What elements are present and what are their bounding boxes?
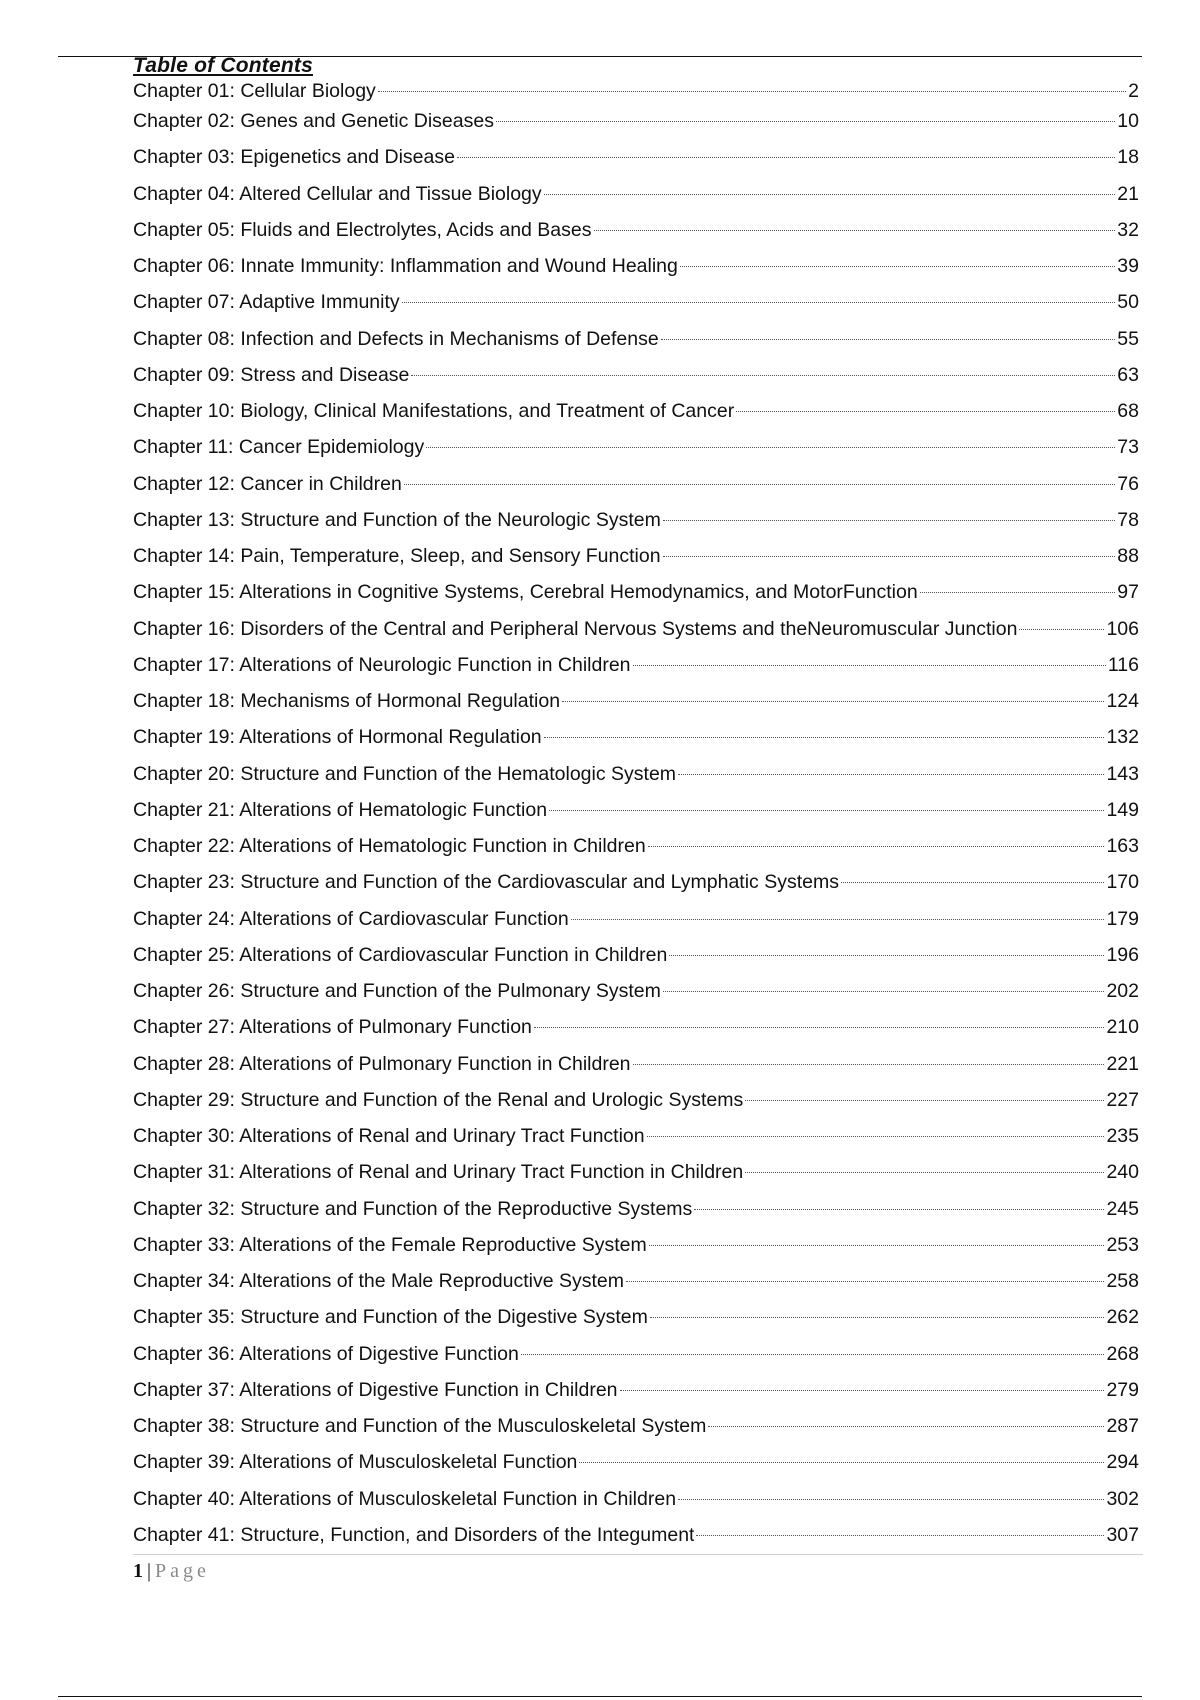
toc-entry[interactable] (133, 1191, 1139, 1227)
toc-entry[interactable] (133, 357, 1139, 393)
dot-leader (620, 1390, 1105, 1391)
toc-entry-label: Chapter 20: Structure and Function of the Hematologic System (133, 762, 677, 785)
toc-entry-label: Chapter 02: Genes and Genetic Diseases (133, 110, 494, 132)
toc-entry[interactable] (133, 248, 1139, 284)
dot-leader (521, 1354, 1105, 1355)
toc-entry-page: 210 (1106, 1016, 1139, 1039)
dot-leader (496, 121, 1115, 122)
toc-entry-label: Chapter 24: Alterations of Cardiovascular Function (133, 907, 569, 930)
toc-entry[interactable] (133, 1336, 1139, 1372)
dot-leader (562, 701, 1104, 702)
toc-entry-label: Chapter 09: Stress and Disease (133, 363, 410, 386)
toc-entry-page: 268 (1106, 1342, 1139, 1365)
toc-entry-page: 63 (1117, 363, 1139, 386)
toc-entry-label: Chapter 22: Alterations of Hematologic Function in Children (133, 835, 646, 857)
toc-entry-label: Chapter 07: Adaptive Immunity (133, 291, 400, 314)
dot-leader (404, 484, 1115, 485)
toc-entry-label: Chapter 39: Alterations of Musculoskeletal Function (133, 1451, 578, 1474)
page-number: 1 (133, 1560, 143, 1582)
toc-entry-label: Chapter 33: Alterations of the Female Reproductive System (133, 1233, 647, 1256)
toc-entry-page: 262 (1106, 1306, 1139, 1329)
toc-entry[interactable] (133, 538, 1139, 574)
dot-leader (661, 339, 1116, 340)
toc-entry-label: Chapter 03: Epigenetics and Disease (133, 146, 455, 169)
toc-entry[interactable] (133, 139, 1139, 175)
toc-entry[interactable] (133, 1082, 1139, 1118)
dot-leader (626, 1281, 1104, 1282)
toc-entry-page: 302 (1106, 1487, 1139, 1510)
toc-entry[interactable] (133, 1372, 1139, 1408)
toc-entry-page: 97 (1117, 581, 1139, 604)
toc-entry-page: 106 (1106, 617, 1139, 640)
toc-entry-page: 227 (1106, 1088, 1139, 1111)
toc-entry[interactable] (133, 647, 1139, 683)
toc-entry-page: 221 (1106, 1052, 1139, 1075)
dot-leader (544, 194, 1116, 195)
dot-leader (571, 919, 1105, 920)
toc-entry-label: Chapter 21: Alterations of Hematologic Function (133, 798, 548, 821)
toc-entry-label: Chapter 35: Structure and Function of the Digestive System (133, 1306, 648, 1329)
toc-entry-label: Chapter 36: Alterations of Digestive Function (133, 1342, 519, 1365)
dot-leader (402, 302, 1116, 303)
dot-leader (457, 157, 1115, 158)
toc-entry-page: 240 (1106, 1161, 1139, 1184)
dot-leader (648, 846, 1105, 847)
toc-entry-page: 258 (1106, 1270, 1139, 1292)
toc-entry[interactable] (133, 321, 1139, 357)
dot-leader (678, 774, 1104, 775)
toc-entry-label: Chapter 10: Biology, Clinical Manifestations, and Treatment of Cancer (133, 400, 735, 422)
dot-leader (544, 737, 1105, 738)
dot-leader (649, 1245, 1105, 1246)
dot-leader (633, 665, 1106, 666)
toc-entry-page: 50 (1117, 291, 1139, 314)
toc-entry[interactable] (133, 1263, 1139, 1299)
dot-leader (633, 1064, 1105, 1065)
toc-entry-page: 196 (1106, 943, 1139, 966)
dot-leader (650, 1317, 1105, 1318)
page-word: Page (155, 1560, 210, 1582)
toc-entry-page: 68 (1117, 400, 1139, 422)
toc-entry[interactable] (133, 611, 1139, 647)
toc-entry-page: 124 (1106, 690, 1139, 712)
toc-list (133, 79, 1139, 1553)
toc-entry[interactable] (133, 1517, 1139, 1553)
dot-leader (594, 230, 1116, 231)
toc-entry-page: 132 (1106, 726, 1139, 749)
toc-entry-page: 202 (1106, 980, 1139, 1002)
toc-entry-page: 287 (1106, 1415, 1139, 1437)
dot-leader (745, 1100, 1104, 1101)
toc-entry[interactable] (133, 756, 1139, 792)
toc-entry-page: 307 (1106, 1523, 1139, 1546)
dot-leader (378, 91, 1126, 92)
toc-entry-page: 279 (1106, 1378, 1139, 1401)
toc-entry-label: Chapter 37: Alterations of Digestive Function in Children (133, 1378, 618, 1401)
toc-entry-label: Chapter 14: Pain, Temperature, Sleep, and Sensory Function (133, 545, 661, 567)
table-of-contents (133, 55, 1139, 1553)
toc-entry-label: Chapter 32: Structure and Function of the Reproductive Systems (133, 1197, 693, 1220)
toc-entry-label: Chapter 27: Alterations of Pulmonary Function (133, 1016, 532, 1039)
toc-entry-label: Chapter 19: Alterations of Hormonal Regulation (133, 726, 542, 749)
toc-entry-page: 10 (1117, 110, 1139, 132)
toc-entry[interactable] (133, 284, 1139, 320)
toc-entry[interactable] (133, 864, 1139, 900)
toc-entry-label: Chapter 23: Structure and Function of the Cardiovascular and Lymphatic Systems (133, 871, 839, 894)
bottom-rule (58, 1696, 1142, 1697)
dot-leader (694, 1209, 1104, 1210)
toc-entry-page: 32 (1117, 218, 1139, 241)
toc-entry-label: Chapter 12: Cancer in Children (133, 472, 402, 495)
toc-title: Table of Contents (133, 54, 313, 77)
toc-entry-label: Chapter 28: Alterations of Pulmonary Function in Children (133, 1052, 631, 1075)
toc-entry[interactable] (133, 1227, 1139, 1263)
toc-entry[interactable] (133, 1481, 1139, 1517)
toc-entry-page: 235 (1106, 1125, 1139, 1147)
footer-separator: | (147, 1560, 152, 1582)
toc-entry-label: Chapter 31: Alterations of Renal and Urinary Tract Function in Children (133, 1161, 744, 1184)
toc-entry-page: 73 (1117, 436, 1139, 459)
toc-entry[interactable] (133, 937, 1139, 973)
toc-entry-label: Chapter 01: Cellular Biology (133, 80, 376, 102)
toc-entry-page: 245 (1106, 1197, 1139, 1220)
footer-rule (133, 1554, 1143, 1555)
dot-leader (680, 266, 1115, 267)
dot-leader (663, 991, 1105, 992)
toc-entry-label: Chapter 41: Structure, Function, and Disorders of the Integument (133, 1523, 695, 1546)
toc-entry-label: Chapter 26: Structure and Function of the Pulmonary System (133, 980, 661, 1002)
dot-leader (647, 1136, 1105, 1137)
toc-entry-page: 88 (1117, 545, 1139, 567)
toc-entry[interactable] (133, 1299, 1139, 1335)
toc-entry[interactable] (133, 466, 1139, 502)
dot-leader (745, 1172, 1104, 1173)
toc-entry-label: Chapter 13: Structure and Function of the Neurologic System (133, 508, 661, 531)
toc-entry-page: 2 (1128, 80, 1139, 102)
toc-entry-label: Chapter 38: Structure and Function of the Musculoskeletal System (133, 1415, 707, 1437)
toc-entry-page: 21 (1117, 182, 1139, 205)
toc-entry-page: 55 (1117, 327, 1139, 350)
dot-leader (549, 810, 1104, 811)
toc-entry[interactable] (133, 719, 1139, 755)
toc-entry-label: Chapter 17: Alterations of Neurologic Function in Children (133, 653, 631, 676)
toc-entry-label: Chapter 18: Mechanisms of Hormonal Regulation (133, 690, 561, 712)
toc-entry-label: Chapter 16: Disorders of the Central and Peripheral Nervous Systems and theNeuromuscular Junction (133, 617, 1018, 640)
dot-leader (426, 447, 1115, 448)
toc-entry-page: 179 (1106, 907, 1139, 930)
toc-entry-page: 143 (1106, 762, 1139, 785)
toc-entry-page: 18 (1117, 146, 1139, 169)
toc-entry[interactable] (133, 1154, 1139, 1190)
toc-entry[interactable] (133, 429, 1139, 465)
dot-leader (579, 1462, 1104, 1463)
toc-entry[interactable] (133, 973, 1139, 1009)
toc-entry[interactable] (133, 103, 1139, 139)
toc-entry-page: 39 (1117, 255, 1139, 277)
toc-entry[interactable] (133, 1046, 1139, 1082)
toc-entry[interactable] (133, 212, 1139, 248)
toc-entry-label: Chapter 30: Alterations of Renal and Urinary Tract Function (133, 1125, 645, 1147)
toc-entry[interactable] (133, 176, 1139, 212)
toc-entry-page: 76 (1117, 472, 1139, 495)
toc-entry-page: 294 (1106, 1451, 1139, 1474)
dot-leader (669, 955, 1104, 956)
toc-entry-label: Chapter 25: Alterations of Cardiovascular Function in Children (133, 943, 668, 966)
toc-entry[interactable] (133, 1408, 1139, 1444)
toc-entry[interactable] (133, 901, 1139, 937)
dot-leader (663, 556, 1116, 557)
dot-leader (678, 1499, 1104, 1500)
dot-leader (1019, 629, 1104, 630)
toc-entry-page: 170 (1106, 871, 1139, 894)
toc-entry-page: 78 (1117, 508, 1139, 531)
toc-entry-label: Chapter 40: Alterations of Musculoskeletal Function in Children (133, 1487, 677, 1510)
dot-leader (708, 1426, 1104, 1427)
dot-leader (696, 1535, 1104, 1536)
toc-entry-label: Chapter 29: Structure and Function of the Renal and Urologic Systems (133, 1088, 744, 1111)
dot-leader (920, 592, 1116, 593)
toc-entry[interactable] (133, 1009, 1139, 1045)
dot-leader (411, 375, 1115, 376)
dot-leader (663, 520, 1115, 521)
dot-leader (841, 882, 1104, 883)
toc-entry[interactable] (133, 393, 1139, 429)
toc-entry-label: Chapter 05: Fluids and Electrolytes, Acids and Bases (133, 218, 592, 241)
toc-entry[interactable] (133, 828, 1139, 864)
toc-entry[interactable] (133, 1444, 1139, 1480)
toc-entry[interactable] (133, 574, 1139, 610)
toc-entry[interactable] (133, 502, 1139, 538)
page-footer (133, 1560, 210, 1583)
toc-entry[interactable] (133, 79, 1139, 103)
dot-leader (736, 411, 1115, 412)
toc-entry-label: Chapter 11: Cancer Epidemiology (133, 436, 425, 459)
toc-entry-label: Chapter 34: Alterations of the Male Reproductive System (133, 1270, 625, 1292)
toc-entry-label: Chapter 04: Altered Cellular and Tissue Biology (133, 182, 542, 205)
toc-entry-label: Chapter 06: Innate Immunity: Inflammation and Wound Healing (133, 255, 678, 277)
toc-entry[interactable] (133, 1118, 1139, 1154)
toc-entry-page: 149 (1106, 798, 1139, 821)
dot-leader (534, 1027, 1105, 1028)
toc-entry-page: 116 (1107, 653, 1139, 676)
toc-entry-label: Chapter 08: Infection and Defects in Mechanisms of Defense (133, 327, 659, 350)
toc-entry-page: 163 (1106, 835, 1139, 857)
toc-entry[interactable] (133, 683, 1139, 719)
toc-entry[interactable] (133, 792, 1139, 828)
toc-entry-label: Chapter 15: Alterations in Cognitive Systems, Cerebral Hemodynamics, and MotorFunction (133, 581, 918, 604)
toc-entry-page: 253 (1106, 1233, 1139, 1256)
